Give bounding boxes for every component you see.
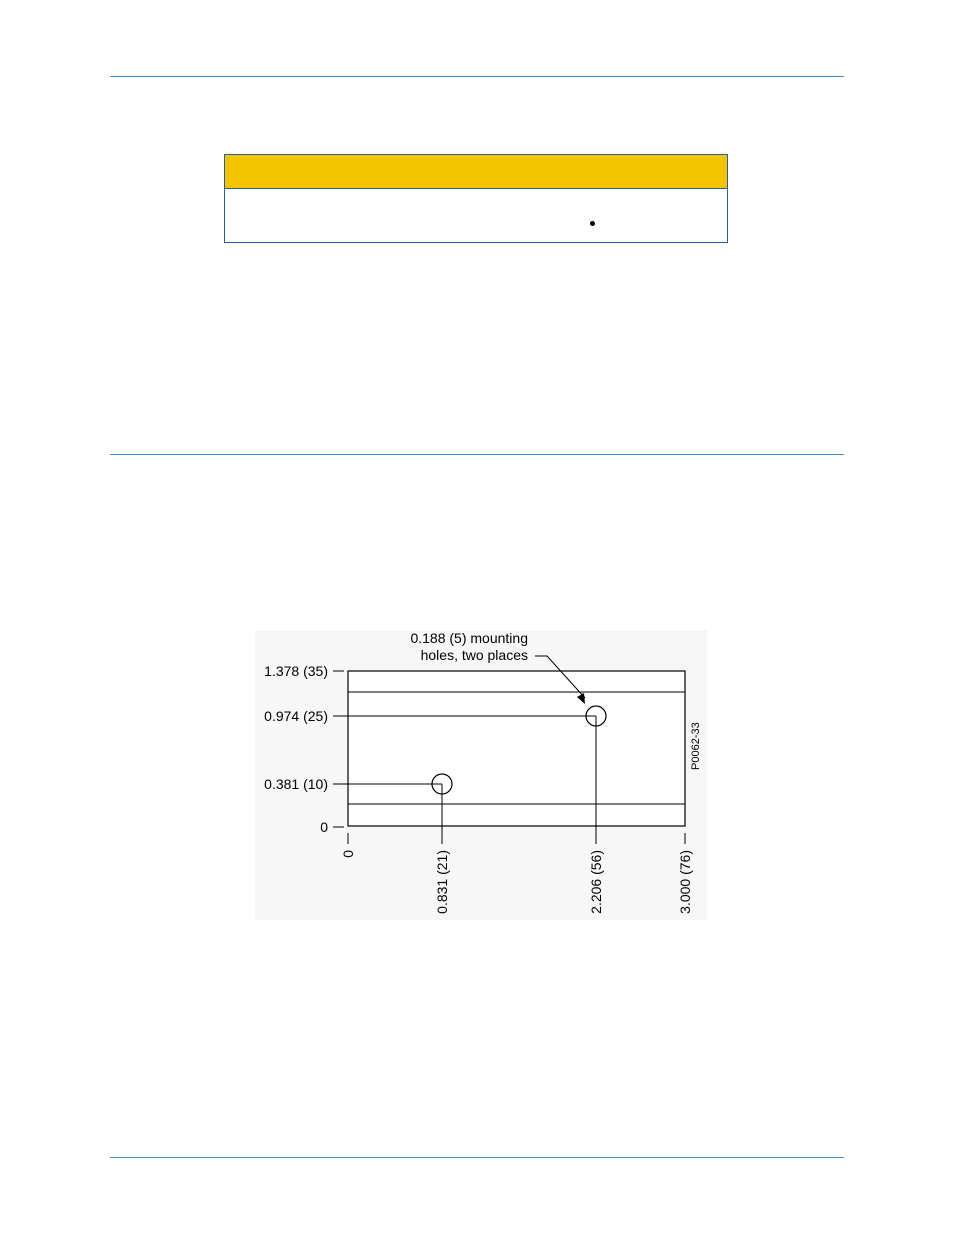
x-label-3: 2.206 (56) (588, 850, 604, 914)
section-rule (110, 454, 844, 455)
header-rule (110, 76, 844, 77)
y-label-4: 0 (320, 819, 328, 835)
mounting-dimensions-figure (255, 630, 707, 920)
bullet-icon (590, 221, 595, 226)
footer-rule (110, 1157, 844, 1158)
x-label-1: 0 (340, 850, 356, 858)
mounting-diagram (255, 630, 707, 920)
caution-box (224, 154, 728, 243)
figure-id: P0062-33 (690, 722, 702, 770)
callout-line-1: 0.188 (5) mounting (410, 630, 528, 646)
plate-outline (348, 671, 685, 826)
caution-header-bar (225, 155, 727, 189)
x-label-2: 0.831 (21) (434, 850, 450, 914)
y-label-1: 1.378 (35) (264, 663, 328, 679)
callout-line-2: holes, two places (420, 647, 528, 663)
y-label-3: 0.381 (10) (264, 776, 328, 792)
x-label-4: 3.000 (76) (677, 850, 693, 914)
y-label-2: 0.974 (25) (264, 708, 328, 724)
